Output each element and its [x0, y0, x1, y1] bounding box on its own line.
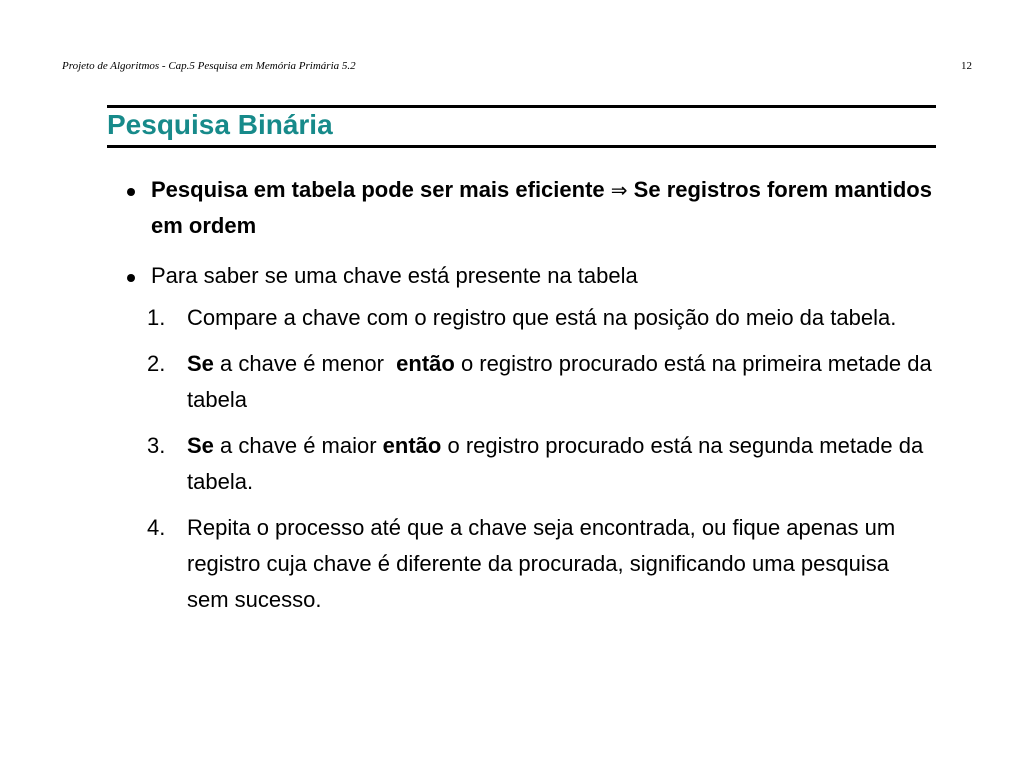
- bullet-item: [125, 258, 935, 294]
- step-number: 4.: [147, 515, 166, 540]
- bullet-text-part1: Pesquisa em tabela pode ser mais eficiente: [151, 177, 605, 202]
- step-text-mid: a chave é menor: [213, 351, 397, 376]
- step-keyword-se: Se: [187, 351, 214, 376]
- step-keyword-entao: então: [382, 433, 442, 458]
- bullet-text-part2: Se registros forem mantidos em ordem: [151, 177, 932, 238]
- implies-arrow-icon: ⇒: [610, 178, 628, 202]
- step-keyword-se: Se: [187, 433, 214, 458]
- step-text: Repita o processo até que a chave seja encontrada, ou fique apenas um registro cuja chave é diferente da procurada, significando uma pesquisa sem sucesso.: [187, 515, 896, 612]
- step-number: 3.: [147, 433, 166, 458]
- slide-title: Pesquisa Binária: [107, 109, 333, 140]
- step-number: 1.: [147, 305, 166, 330]
- running-header: Projeto de Algoritmos - Cap.5 Pesquisa em Memória Primária 5.2: [62, 60, 356, 72]
- bullet-dot-icon: [127, 188, 135, 196]
- step-text: Compare a chave com o registro que está na posição do meio da tabela.: [187, 305, 897, 330]
- step-number: 2.: [147, 351, 166, 376]
- bullet-text: Para saber se uma chave está presente na tabela: [151, 263, 638, 288]
- step-item: [147, 510, 935, 618]
- title-rule-bottom: [107, 145, 936, 148]
- step-text-rest: o registro procurado está na segunda metade da tabela.: [187, 433, 924, 494]
- step-keyword-entao: então: [396, 351, 455, 376]
- page-number: 12: [961, 60, 972, 72]
- steps-list: [125, 300, 935, 618]
- title-rule-top: [107, 105, 936, 108]
- step-item: [147, 428, 935, 500]
- step-text-rest: o registro procurado está na primeira metade da tabela: [187, 351, 932, 412]
- step-item: [147, 346, 935, 418]
- bullet-item: [125, 172, 935, 244]
- slide-content: [125, 172, 935, 628]
- step-text-mid: a chave é maior: [213, 433, 383, 458]
- step-item: [147, 300, 935, 336]
- bullet-dot-icon: [127, 274, 135, 282]
